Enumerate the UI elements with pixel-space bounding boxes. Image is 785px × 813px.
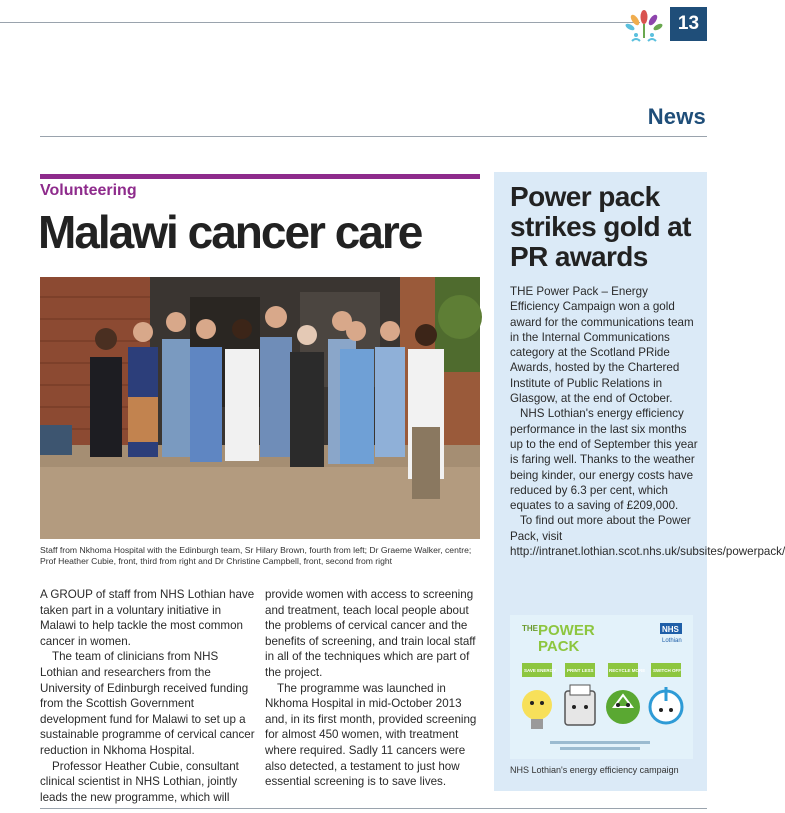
pp-tag: PRINT LESS [567,668,594,673]
nhs-tree-logo-icon [622,8,666,42]
section-rule [40,136,707,137]
sidebar-body [510,284,785,559]
sidebar-paragraph: THE Power Pack – Energy Efficiency Campaign won a gold award for the communications team in the Internal Communications category at the Scotland PRide Awards, hosted by the Chartered Institute of Public Relations in Glasgow, at the end of October. [510,285,694,406]
article-paragraph: provide women with access to screening and treatment, teach local people about the problems of cervical cancer and the benefits of screening, and train local staff in all of the techniques which are part of the project. [265,588,476,679]
pp-nhs-sub: Lothian [662,638,682,644]
article-kicker: Volunteering [40,182,137,199]
article-paragraph: Professor Heather Cubie, consultant clinical scientist in NHS Lothian, jointly leads the new programme, which will [40,759,239,804]
power-pack-image [510,615,693,759]
bottom-rule [40,808,707,809]
section-title: News [647,104,706,129]
pp-tag: SAVE ENERGY [524,668,557,673]
sidebar-box [494,172,785,791]
sidebar-paragraph: To find out more about the Power Pack, visit http://intranet.lothian.scot.nhs.uk/subsites/powerpack/ [510,514,785,559]
recycle-character-icon [606,690,640,724]
sidebar-image-caption: NHS Lothian's energy efficiency campaign [510,765,679,775]
page-number: 13 [670,7,707,41]
kicker-bar [40,174,480,179]
article-column-2 [265,587,481,790]
article-paragraph: The team of clinicians from NHS Lothian and researchers from the University of Edinburgh received funding from the Scottish Government development fund for Malawi to set up a sustainable programme of cervical cancer reduction in Nkhoma Hospital. [40,650,255,757]
article-headline: Malawi cancer care [38,206,422,258]
pp-tag: SWITCH OFF [653,668,681,673]
group-photo [40,277,480,539]
pp-tag: RECYCLE MORE [609,668,646,673]
article-column-1 [40,587,256,805]
sidebar-title: Power pack strikes gold at PR awards [510,181,691,272]
pp-logo-line2: POWER [538,622,595,639]
pp-logo-line3: PACK [538,638,580,655]
sidebar-paragraph: NHS Lothian's energy efficiency performance in the last six months up to the end of September this year is faring well. Thanks to the weather being kinder, our energy costs have reduced by 6.3 per cent, which equates to a saving of £209,000. [510,407,698,513]
pp-nhs-label: NHS [662,625,679,634]
photo-caption: Staff from Nkhoma Hospital with the Edinburgh team, Sr Hilary Brown, fourth from left; Dr Graeme Walker, centre; Prof Heather Cubie, front, third from right and Dr Christine Campbell, front, second from right [40,545,472,566]
pp-logo-line1: THE [522,624,538,633]
article-paragraph: The programme was launched in Nkhoma Hospital in mid-October 2013 and, in its first month, provided screening for almost 450 women, with treatment where required. Sadly 11 cancers were also detected, a testament to just how essential screening is to save lives. [265,681,477,789]
top-rule [0,22,640,23]
printer-character-icon [565,685,595,725]
article-paragraph: A GROUP of staff from NHS Lothian have taken part in a voluntary initiative in Malawi to help tackle the most common cancer in women. [40,588,255,648]
